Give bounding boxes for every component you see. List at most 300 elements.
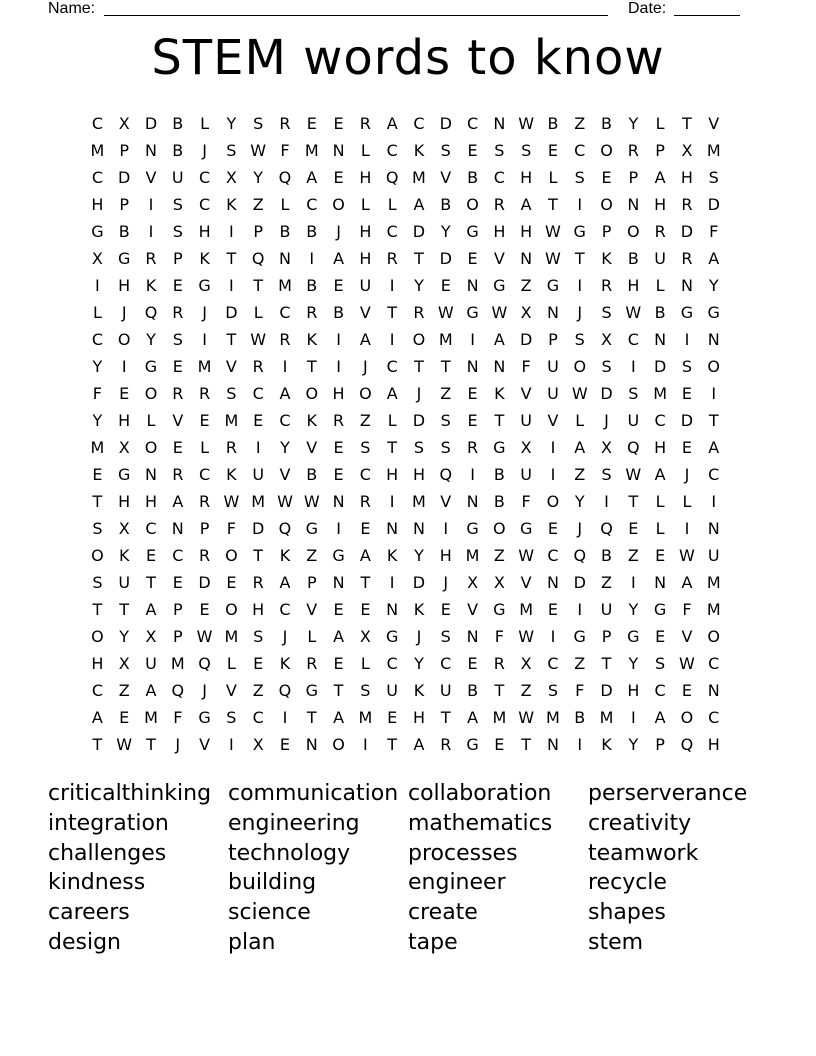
grid-letter[interactable]: E <box>253 654 264 673</box>
grid-letter[interactable]: T <box>494 411 505 430</box>
grid-letter[interactable]: V <box>547 411 559 430</box>
grid-letter[interactable]: N <box>707 519 720 538</box>
grid-letter[interactable]: N <box>466 492 479 511</box>
grid-letter[interactable]: E <box>306 114 317 133</box>
grid-letter[interactable]: E <box>387 708 398 727</box>
grid-letter[interactable]: E <box>681 438 692 457</box>
grid-letter[interactable]: L <box>200 438 210 457</box>
grid-letter[interactable]: N <box>546 735 559 754</box>
grid-letter[interactable]: J <box>336 222 341 241</box>
grid-letter[interactable]: G <box>546 276 560 295</box>
grid-letter[interactable]: Q <box>680 735 694 754</box>
grid-letter[interactable]: W <box>116 735 133 754</box>
grid-letter[interactable]: I <box>148 195 154 214</box>
grid-letter[interactable]: B <box>333 303 345 322</box>
grid-letter[interactable]: J <box>443 573 449 592</box>
grid-letter[interactable]: N <box>332 573 345 592</box>
grid-letter[interactable]: R <box>252 573 264 592</box>
grid-letter[interactable]: A <box>279 573 291 592</box>
grid-letter[interactable]: B <box>172 141 184 160</box>
grid-letter[interactable]: J <box>416 627 422 646</box>
grid-letter[interactable]: B <box>306 222 318 241</box>
grid-letter[interactable]: I <box>229 222 234 241</box>
grid-letter[interactable]: B <box>493 492 505 511</box>
grid-letter[interactable]: E <box>172 357 183 376</box>
grid-letter[interactable]: U <box>600 600 613 619</box>
grid-letter[interactable]: P <box>253 222 263 241</box>
grid-letter[interactable]: B <box>279 222 291 241</box>
grid-letter[interactable]: G <box>627 627 640 646</box>
grid-letter[interactable]: X <box>467 573 479 592</box>
grid-letter[interactable]: G <box>305 681 318 700</box>
grid-letter[interactable]: U <box>707 546 720 565</box>
grid-letter[interactable]: R <box>306 303 318 322</box>
grid-letter[interactable]: I <box>684 330 690 349</box>
grid-letter[interactable]: C <box>547 654 559 673</box>
grid-letter[interactable]: E <box>440 276 451 295</box>
grid-letter[interactable]: E <box>145 546 157 565</box>
grid-letter[interactable]: E <box>333 600 344 619</box>
grid-letter[interactable]: O <box>359 384 372 403</box>
grid-letter[interactable]: P <box>306 573 317 592</box>
grid-letter[interactable]: P <box>655 141 665 160</box>
grid-letter[interactable]: C <box>279 600 291 619</box>
grid-letter[interactable]: Q <box>251 249 265 268</box>
grid-letter[interactable]: A <box>333 249 345 268</box>
grid-letter[interactable]: G <box>493 276 506 295</box>
grid-letter[interactable]: L <box>200 114 210 133</box>
grid-letter[interactable]: E <box>494 735 505 754</box>
grid-letter[interactable]: P <box>601 627 612 646</box>
grid-letter[interactable]: B <box>654 303 666 322</box>
grid-letter[interactable]: T <box>387 735 398 754</box>
grid-letter[interactable]: J <box>121 303 127 322</box>
grid-letter[interactable]: G <box>653 600 667 619</box>
grid-letter[interactable]: N <box>386 519 399 538</box>
grid-letter[interactable]: H <box>654 195 667 214</box>
grid-letter[interactable]: Y <box>440 222 451 241</box>
grid-letter[interactable]: S <box>601 357 612 376</box>
grid-letter[interactable]: T <box>360 573 371 592</box>
grid-letter[interactable]: F <box>92 384 102 403</box>
grid-letter[interactable]: Y <box>414 276 424 295</box>
grid-letter[interactable]: N <box>493 357 506 376</box>
grid-letter[interactable]: A <box>654 465 666 484</box>
grid-letter[interactable]: L <box>92 303 102 322</box>
grid-letter[interactable]: C <box>386 357 398 376</box>
grid-letter[interactable]: A <box>574 438 586 457</box>
grid-letter[interactable]: R <box>493 654 505 673</box>
grid-letter[interactable]: W <box>250 141 267 160</box>
grid-letter[interactable]: Q <box>600 519 613 538</box>
grid-letter[interactable]: Q <box>278 168 292 187</box>
grid-letter[interactable]: M <box>546 708 560 727</box>
grid-letter[interactable]: N <box>278 249 291 268</box>
grid-letter[interactable]: T <box>440 357 451 376</box>
grid-letter[interactable]: O <box>225 600 238 619</box>
grid-letter[interactable]: N <box>332 492 345 511</box>
grid-letter[interactable]: Y <box>628 600 639 619</box>
grid-letter[interactable]: M <box>224 627 239 646</box>
grid-letter[interactable]: M <box>412 492 426 511</box>
grid-letter[interactable]: H <box>198 222 211 241</box>
grid-letter[interactable]: E <box>467 654 478 673</box>
grid-letter[interactable]: G <box>573 222 586 241</box>
grid-letter[interactable]: K <box>413 600 425 619</box>
grid-letter[interactable]: I <box>229 735 234 754</box>
grid-letter[interactable]: T <box>548 195 558 214</box>
grid-letter[interactable]: I <box>363 735 368 754</box>
grid-letter[interactable]: O <box>680 708 694 727</box>
grid-letter[interactable]: Z <box>520 276 532 295</box>
grid-letter[interactable]: C <box>91 114 103 133</box>
grid-letter[interactable]: S <box>440 438 451 457</box>
grid-letter[interactable]: Q <box>439 465 453 484</box>
grid-letter[interactable]: T <box>146 735 156 754</box>
grid-letter[interactable]: F <box>280 141 290 160</box>
grid-letter[interactable]: R <box>172 465 184 484</box>
grid-letter[interactable]: I <box>121 357 127 376</box>
grid-letter[interactable]: N <box>546 303 559 322</box>
grid-letter[interactable]: O <box>466 195 479 214</box>
grid-letter[interactable]: H <box>332 384 345 403</box>
grid-letter[interactable]: M <box>706 600 721 619</box>
grid-letter[interactable]: S <box>360 681 371 700</box>
grid-letter[interactable]: C <box>708 654 720 673</box>
grid-letter[interactable]: I <box>336 330 341 349</box>
grid-letter[interactable]: Z <box>574 114 586 133</box>
grid-letter[interactable]: N <box>412 519 425 538</box>
grid-letter[interactable]: T <box>306 357 317 376</box>
grid-letter[interactable]: O <box>305 384 319 403</box>
grid-letter[interactable]: B <box>601 114 613 133</box>
grid-letter[interactable]: L <box>226 654 236 673</box>
grid-letter[interactable]: V <box>520 573 532 592</box>
grid-letter[interactable]: R <box>279 330 291 349</box>
grid-letter[interactable]: T <box>226 249 237 268</box>
grid-letter[interactable]: M <box>438 330 453 349</box>
grid-letter[interactable]: X <box>520 303 532 322</box>
grid-letter[interactable]: E <box>172 573 183 592</box>
grid-letter[interactable]: R <box>600 276 613 295</box>
grid-letter[interactable]: X <box>118 114 130 133</box>
grid-letter[interactable]: Y <box>628 114 639 133</box>
grid-letter[interactable]: V <box>708 114 720 133</box>
grid-letter[interactable]: V <box>279 465 291 484</box>
grid-letter[interactable]: I <box>684 519 690 538</box>
grid-letter[interactable]: W <box>250 330 267 349</box>
grid-letter[interactable]: L <box>387 411 397 430</box>
grid-letter[interactable]: H <box>627 681 640 700</box>
grid-letter[interactable]: H <box>493 222 506 241</box>
grid-letter[interactable]: H <box>439 546 452 565</box>
grid-letter[interactable]: R <box>386 249 398 268</box>
grid-letter[interactable]: P <box>601 222 612 241</box>
grid-letter[interactable]: K <box>279 654 291 673</box>
grid-letter[interactable]: M <box>197 357 212 376</box>
grid-letter[interactable]: N <box>171 519 184 538</box>
grid-letter[interactable]: S <box>440 411 451 430</box>
grid-letter[interactable]: D <box>600 681 613 700</box>
grid-letter[interactable]: A <box>279 384 291 403</box>
grid-letter[interactable]: W <box>679 654 695 673</box>
grid-letter[interactable]: H <box>386 465 399 484</box>
grid-letter[interactable]: I <box>282 357 288 376</box>
grid-letter[interactable]: C <box>708 708 720 727</box>
grid-letter[interactable]: E <box>119 708 130 727</box>
grid-letter[interactable]: S <box>521 141 532 160</box>
grid-letter[interactable]: I <box>470 330 475 349</box>
grid-letter[interactable]: L <box>655 276 665 295</box>
grid-letter[interactable]: D <box>439 249 452 268</box>
grid-letter[interactable]: C <box>654 411 666 430</box>
grid-letter[interactable]: Y <box>628 654 639 673</box>
grid-letter[interactable]: Q <box>171 681 185 700</box>
grid-letter[interactable]: Z <box>574 465 586 484</box>
grid-letter[interactable]: K <box>226 465 237 484</box>
grid-letter[interactable]: N <box>707 330 720 349</box>
grid-letter[interactable]: X <box>252 735 264 754</box>
grid-letter[interactable]: V <box>306 600 318 619</box>
grid-letter[interactable]: E <box>547 141 558 160</box>
grid-letter[interactable]: L <box>575 411 585 430</box>
grid-letter[interactable]: E <box>279 735 291 754</box>
grid-letter[interactable]: I <box>577 195 583 214</box>
grid-letter[interactable]: E <box>601 168 612 187</box>
grid-letter[interactable]: P <box>119 141 130 160</box>
grid-letter[interactable]: V <box>306 438 318 457</box>
grid-letter[interactable]: N <box>466 276 479 295</box>
grid-letter[interactable]: X <box>118 438 130 457</box>
grid-letter[interactable]: C <box>654 681 666 700</box>
grid-letter[interactable]: H <box>91 654 104 673</box>
grid-letter[interactable]: I <box>577 735 583 754</box>
grid-letter[interactable]: L <box>360 195 370 214</box>
grid-letter[interactable]: T <box>253 276 264 295</box>
grid-letter[interactable]: R <box>172 384 184 403</box>
grid-letter[interactable]: Y <box>414 654 424 673</box>
grid-letter[interactable]: K <box>279 546 291 565</box>
grid-letter[interactable]: D <box>519 330 533 349</box>
grid-letter[interactable]: I <box>336 519 341 538</box>
grid-letter[interactable]: J <box>175 735 181 754</box>
grid-letter[interactable]: N <box>654 330 667 349</box>
grid-letter[interactable]: A <box>145 681 157 700</box>
grid-letter[interactable]: R <box>654 222 666 241</box>
grid-letter[interactable]: O <box>600 195 613 214</box>
grid-letter[interactable]: T <box>387 438 398 457</box>
grid-letter[interactable]: H <box>412 465 425 484</box>
grid-letter[interactable]: X <box>601 330 613 349</box>
grid-letter[interactable]: X <box>91 249 103 268</box>
grid-letter[interactable]: C <box>252 708 264 727</box>
grid-letter[interactable]: V <box>440 492 452 511</box>
grid-letter[interactable]: A <box>306 168 318 187</box>
grid-letter[interactable]: C <box>493 168 505 187</box>
grid-letter[interactable]: D <box>412 411 426 430</box>
grid-letter[interactable]: C <box>708 465 720 484</box>
grid-letter[interactable]: M <box>90 438 105 457</box>
grid-letter[interactable]: C <box>306 195 318 214</box>
grid-letter[interactable]: V <box>520 384 532 403</box>
grid-letter[interactable]: C <box>440 654 452 673</box>
grid-letter[interactable]: S <box>547 681 559 700</box>
grid-letter[interactable]: R <box>279 114 291 133</box>
grid-letter[interactable]: I <box>309 249 315 268</box>
grid-letter[interactable]: E <box>92 465 103 484</box>
grid-letter[interactable]: L <box>280 195 290 214</box>
grid-letter[interactable]: O <box>573 357 587 376</box>
grid-letter[interactable]: H <box>359 222 372 241</box>
grid-letter[interactable]: N <box>305 735 318 754</box>
grid-letter[interactable]: O <box>332 195 345 214</box>
grid-letter[interactable]: D <box>707 195 720 214</box>
grid-letter[interactable]: S <box>253 114 264 133</box>
grid-letter[interactable]: P <box>548 330 558 349</box>
grid-letter[interactable]: C <box>359 465 371 484</box>
grid-letter[interactable]: G <box>144 357 158 376</box>
grid-letter[interactable]: A <box>172 492 184 511</box>
grid-letter[interactable]: Q <box>198 654 211 673</box>
grid-letter[interactable]: H <box>680 168 693 187</box>
grid-letter[interactable]: S <box>601 465 612 484</box>
grid-letter[interactable]: E <box>172 276 183 295</box>
grid-letter[interactable]: P <box>172 627 183 646</box>
grid-letter[interactable]: F <box>226 519 236 538</box>
grid-letter[interactable]: L <box>360 141 370 160</box>
grid-letter[interactable]: N <box>145 465 157 484</box>
grid-letter[interactable]: W <box>518 708 535 727</box>
grid-letter[interactable]: S <box>253 627 264 646</box>
grid-letter[interactable]: W <box>545 249 561 268</box>
name-field-line[interactable] <box>104 15 608 16</box>
grid-letter[interactable]: M <box>224 411 239 430</box>
grid-letter[interactable]: G <box>707 303 720 322</box>
grid-letter[interactable]: I <box>202 330 207 349</box>
grid-letter[interactable]: Q <box>573 546 587 565</box>
grid-letter[interactable]: E <box>655 627 666 646</box>
grid-letter[interactable]: P <box>172 249 183 268</box>
date-field-line[interactable] <box>674 15 740 16</box>
grid-letter[interactable]: N <box>707 681 720 700</box>
grid-letter[interactable]: A <box>654 168 666 187</box>
grid-letter[interactable]: B <box>440 195 452 214</box>
grid-letter[interactable]: U <box>171 168 184 187</box>
grid-letter[interactable]: A <box>708 438 720 457</box>
grid-letter[interactable]: R <box>681 195 693 214</box>
grid-letter[interactable]: I <box>389 492 395 511</box>
grid-letter[interactable]: S <box>574 168 585 187</box>
grid-letter[interactable]: C <box>199 168 211 187</box>
grid-letter[interactable]: I <box>577 276 583 295</box>
grid-letter[interactable]: L <box>682 492 692 511</box>
grid-letter[interactable]: E <box>333 438 344 457</box>
grid-letter[interactable]: S <box>440 627 451 646</box>
grid-letter[interactable]: H <box>118 492 131 511</box>
grid-letter[interactable]: D <box>439 114 452 133</box>
grid-letter[interactable]: M <box>706 141 721 160</box>
grid-letter[interactable]: Z <box>252 681 264 700</box>
grid-letter[interactable]: L <box>360 654 370 673</box>
grid-letter[interactable]: Z <box>252 195 264 214</box>
grid-letter[interactable]: T <box>119 600 130 619</box>
grid-letter[interactable]: E <box>253 411 264 430</box>
grid-letter[interactable]: C <box>466 114 479 133</box>
grid-letter[interactable]: K <box>413 681 425 700</box>
grid-letter[interactable]: X <box>118 654 130 673</box>
grid-letter[interactable]: M <box>599 708 614 727</box>
grid-letter[interactable]: G <box>332 546 345 565</box>
grid-letter[interactable]: U <box>547 384 559 403</box>
grid-letter[interactable]: F <box>521 492 531 511</box>
grid-letter[interactable]: C <box>252 384 264 403</box>
grid-letter[interactable]: T <box>682 114 692 133</box>
grid-letter[interactable]: I <box>550 438 556 457</box>
grid-letter[interactable]: J <box>202 681 207 700</box>
grid-letter[interactable]: E <box>172 438 183 457</box>
grid-letter[interactable]: O <box>91 546 104 565</box>
grid-letter[interactable]: Z <box>440 384 452 403</box>
grid-letter[interactable]: L <box>387 195 397 214</box>
grid-letter[interactable]: T <box>494 681 505 700</box>
grid-letter[interactable]: B <box>172 114 184 133</box>
grid-letter[interactable]: B <box>601 546 613 565</box>
grid-letter[interactable]: J <box>363 357 368 376</box>
grid-letter[interactable]: R <box>252 357 264 376</box>
grid-letter[interactable]: X <box>145 627 157 646</box>
grid-letter[interactable]: I <box>604 492 609 511</box>
grid-letter[interactable]: Q <box>144 303 158 322</box>
grid-letter[interactable]: G <box>680 303 694 322</box>
grid-letter[interactable]: W <box>491 303 508 322</box>
grid-letter[interactable]: H <box>627 276 640 295</box>
grid-letter[interactable]: F <box>494 627 504 646</box>
grid-letter[interactable]: Z <box>574 654 586 673</box>
grid-letter[interactable]: Q <box>627 438 640 457</box>
grid-letter[interactable]: S <box>226 384 237 403</box>
grid-letter[interactable]: I <box>577 600 583 619</box>
grid-letter[interactable]: O <box>144 438 158 457</box>
grid-letter[interactable]: V <box>467 600 479 619</box>
grid-letter[interactable]: W <box>518 546 535 565</box>
grid-letter[interactable]: M <box>519 600 534 619</box>
grid-letter[interactable]: G <box>117 249 131 268</box>
grid-letter[interactable]: D <box>680 222 694 241</box>
grid-letter[interactable]: K <box>306 411 318 430</box>
grid-letter[interactable]: E <box>119 384 130 403</box>
grid-letter[interactable]: L <box>655 492 665 511</box>
grid-letter[interactable]: K <box>226 195 237 214</box>
grid-letter[interactable]: V <box>225 681 237 700</box>
grid-letter[interactable]: Z <box>493 546 505 565</box>
grid-letter[interactable]: E <box>628 519 639 538</box>
grid-letter[interactable]: I <box>389 276 395 295</box>
grid-letter[interactable]: C <box>91 681 103 700</box>
grid-letter[interactable]: M <box>358 708 373 727</box>
grid-letter[interactable]: M <box>412 168 426 187</box>
grid-letter[interactable]: S <box>708 168 719 187</box>
grid-letter[interactable]: C <box>279 303 291 322</box>
grid-letter[interactable]: C <box>91 330 103 349</box>
grid-letter[interactable]: Q <box>278 519 292 538</box>
grid-letter[interactable]: E <box>467 384 478 403</box>
grid-letter[interactable]: R <box>199 492 211 511</box>
grid-letter[interactable]: R <box>306 654 318 673</box>
grid-letter[interactable]: H <box>359 249 372 268</box>
grid-letter[interactable]: X <box>225 168 237 187</box>
grid-letter[interactable]: E <box>199 600 210 619</box>
grid-letter[interactable]: H <box>252 600 265 619</box>
